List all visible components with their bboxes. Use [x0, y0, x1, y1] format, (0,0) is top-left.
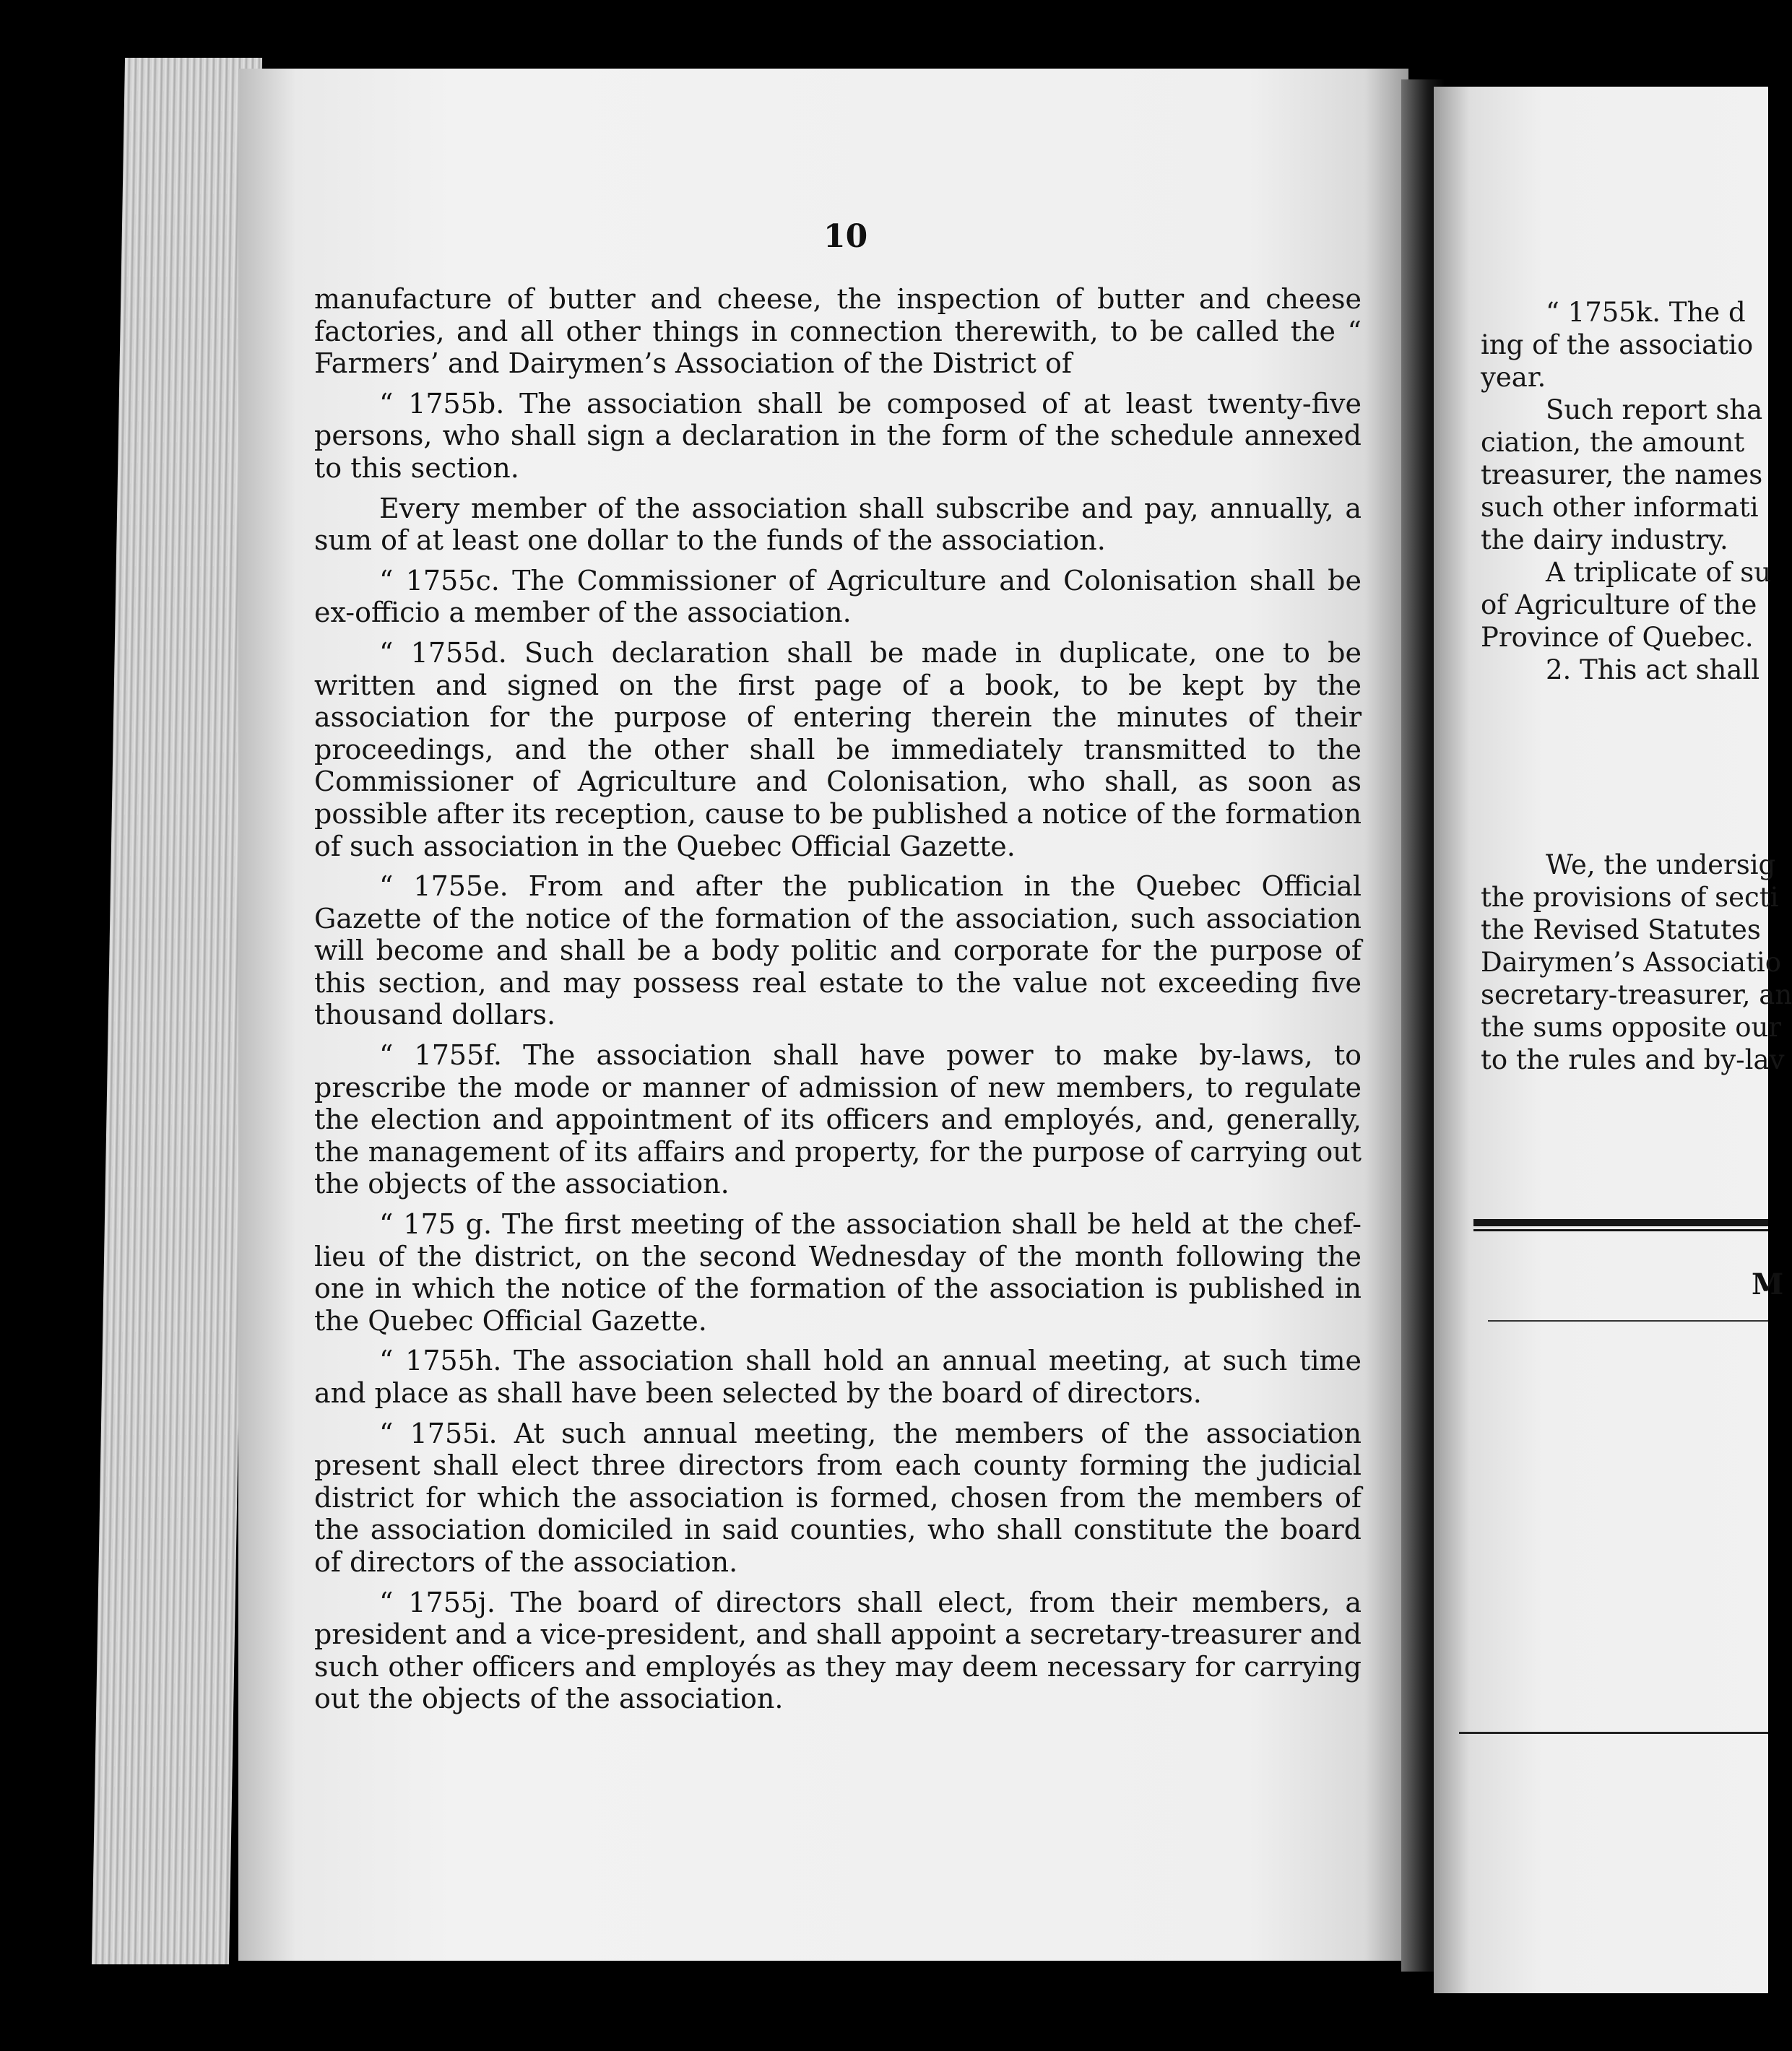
right-line: such other informati [1481, 492, 1759, 523]
right-line: “ 1755k. The d [1546, 297, 1746, 328]
paragraph-1755c: “ 1755c. The Commissioner of Agriculture and Colonisation shall be ex-officio a member of the association. [314, 564, 1362, 629]
paragraph-1755b: “ 1755b. The association shall be composed of at least twenty-five persons, who shall sign a declaration in the form of the schedule annexed to this section. [314, 387, 1362, 484]
right-line: the dairy industry. [1481, 524, 1728, 555]
right-line: Province of Quebec. [1481, 622, 1754, 653]
right-line: of Agriculture of the [1481, 589, 1757, 620]
right-line: secretary-treasurer, an [1481, 979, 1792, 1010]
paragraph-dues: Every member of the association shall subscribe and pay, annually, a sum of at least one dollar to the funds of the association. [314, 492, 1362, 557]
paragraph-1755j: “ 1755j. The board of directors shall elect, from their members, a president and a vice-president, and shall appoint a secretary-treasurer and such other officers and employés as they may deem necessary for carrying out the objects of the association. [314, 1586, 1362, 1715]
right-line: the provisions of secti [1481, 882, 1779, 913]
right-line: the Revised Statutes [1481, 914, 1761, 945]
right-line: treasurer, the names [1481, 459, 1763, 490]
page-number: 10 [823, 218, 868, 255]
right-spacer [1481, 816, 1784, 849]
right-spacer [1481, 686, 1784, 719]
right-line: ciation, the amount [1481, 427, 1745, 458]
right-line: We, the undersig [1546, 849, 1776, 880]
paragraph-1755e: “ 1755e. From and after the publication in the Quebec Official Gazette of the notice of the formation of the association, such association will become and shall be a body politic and corporate for the purpose of this section, and may possess real estate to the value not exceeding five thousand dollars. [314, 870, 1362, 1031]
paragraph-1755g: “ 175 g. The first meeting of the association shall be held at the chef-lieu of the district, on the second Wednesday of the month following the one in which the notice of the formation of the association is published in the Quebec Official Gazette. [314, 1208, 1362, 1337]
right-page-text [1481, 296, 1792, 1076]
right-line: Such report sha [1546, 394, 1763, 425]
right-spacer [1481, 784, 1784, 816]
paragraph-1755h: “ 1755h. The association shall hold an annual meeting, at such time and place as shall have been selected by the board of directors. [314, 1345, 1362, 1409]
right-line: to the rules and by-lav [1481, 1044, 1785, 1075]
heading-fragment: M [1752, 1267, 1784, 1301]
right-spacer [1481, 751, 1784, 784]
paragraph-intro: manufacture of butter and cheese, the inspection of butter and cheese factories, and all other things in connection therewith, to be called the “ Farmers’ and Dairymen’s Association of the District of [314, 283, 1362, 380]
divider-rule [1459, 1732, 1768, 1734]
right-line: ing of the associatio [1481, 329, 1754, 360]
right-line: the sums opposite our [1481, 1012, 1782, 1043]
right-line: Dairymen’s Associatio [1481, 947, 1782, 978]
paragraph-1755d: “ 1755d. Such declaration shall be made in duplicate, one to be written and signed on the first page of a book, to be kept by the association for the purpose of entering therein the minutes of their proceedings, and the other shall be immediately transmitted to the Commissioner of Agriculture and Colonisation, who shall, as soon as possible after its reception, cause to be published a notice of the formation of such association in the Quebec Official Gazette. [314, 636, 1362, 862]
double-rule-thin [1473, 1229, 1768, 1231]
paragraph-1755f: “ 1755f. The association shall have power to make by-laws, to prescribe the mode or manner of admission of new members, to regulate the election and appointment of its officers and employés, and, generally, the management of its affairs and property, for the purpose of carrying out the objects of the association. [314, 1039, 1362, 1200]
right-line: 2. This act shall [1546, 654, 1760, 685]
divider-rule [1488, 1320, 1768, 1322]
book-page-edges [92, 58, 262, 1964]
right-line: year. [1481, 362, 1546, 393]
right-line: A triplicate of su [1546, 557, 1772, 588]
paragraph-1755i: “ 1755i. At such annual meeting, the members of the association present shall elect three directors from each county forming the judicial district for which the association is formed, chosen from the members of the association domiciled in said counties, who shall constitute the board of directors of the association. [314, 1417, 1362, 1578]
left-page-text [314, 283, 1362, 1723]
right-spacer [1481, 719, 1784, 751]
double-rule [1473, 1219, 1768, 1226]
